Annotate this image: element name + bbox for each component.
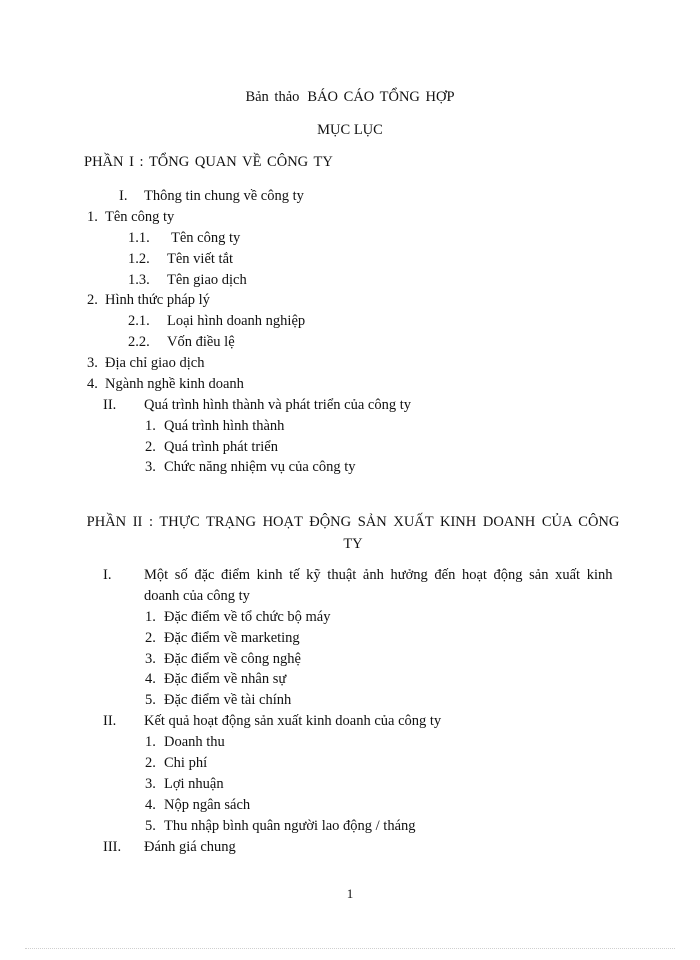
toc-item-label-continued: doanh của công ty bbox=[144, 588, 250, 604]
toc-item-num: II. bbox=[103, 397, 117, 413]
toc-item-label: Thu nhập bình quân người lao động / tháng bbox=[164, 818, 416, 834]
toc-item-label: Chức năng nhiệm vụ của công ty bbox=[164, 459, 356, 475]
toc-item-label: Nộp ngân sách bbox=[164, 797, 251, 813]
toc-item-label: Đánh giá chung bbox=[144, 839, 236, 855]
page-bottom-divider bbox=[25, 948, 675, 949]
toc-item-label: Thông tin chung về công ty bbox=[144, 188, 304, 204]
toc-item-num: 4. bbox=[145, 671, 156, 687]
toc-item-num: 2. bbox=[145, 630, 156, 646]
toc-item-label: Đặc điểm về marketing bbox=[164, 630, 300, 646]
toc-item-label: Đặc điểm về tài chính bbox=[164, 692, 292, 708]
toc-item-label: Tên công ty bbox=[171, 230, 241, 246]
toc-item-num: 3. bbox=[145, 776, 156, 792]
toc-item-label: Quá trình hình thành bbox=[164, 418, 285, 434]
toc-item-num: III. bbox=[103, 839, 122, 855]
toc-item-num: 1. bbox=[87, 209, 98, 225]
toc-item-num: 2. bbox=[145, 755, 156, 771]
toc-heading: MỤC LỤC bbox=[317, 122, 383, 138]
toc-item-num: 1. bbox=[145, 734, 156, 750]
toc-item-num: 5. bbox=[145, 692, 156, 708]
toc-item-num: 5. bbox=[145, 818, 156, 834]
toc-item-num: 2. bbox=[87, 292, 98, 308]
toc-item-label: Ngành nghề kinh doanh bbox=[105, 376, 244, 392]
toc-item-label: Quá trình hình thành và phát triển của công ty bbox=[144, 397, 411, 413]
toc-item-label: Đặc điểm về nhân sự bbox=[164, 671, 287, 687]
toc-item-label: Kết quả hoạt động sản xuất kinh doanh của công ty bbox=[144, 713, 442, 729]
toc-item-num: 3. bbox=[145, 459, 156, 475]
toc-item-num: 4. bbox=[145, 797, 156, 813]
toc-item-num: 2.2. bbox=[128, 334, 150, 350]
toc-item-label: Một số đặc điểm kinh tế kỹ thuật ảnh hưởng đến hoạt động sản xuất kinh bbox=[144, 567, 613, 583]
toc-item-label: Loại hình doanh nghiệp bbox=[167, 313, 306, 329]
toc-item-num: 3. bbox=[87, 355, 98, 371]
toc-item-num: II. bbox=[103, 713, 117, 729]
toc-item-num: 3. bbox=[145, 651, 156, 667]
part2-heading: PHẦN II : THỰC TRẠNG HOẠT ĐỘNG SẢN XUẤT KINH DOANH CỦA CÔNG TY bbox=[86, 514, 620, 552]
toc-item-label: Vốn điều lệ bbox=[167, 334, 235, 350]
part1-heading: PHẦN I : TỔNG QUAN VỀ CÔNG TY bbox=[84, 154, 333, 170]
document-title bbox=[0, 88, 700, 106]
toc-item-num: 1.1. bbox=[128, 230, 150, 246]
toc-item-label: Tên giao dịch bbox=[167, 272, 247, 288]
toc-item-num: 2.1. bbox=[128, 313, 150, 329]
toc-item-label: Tên công ty bbox=[105, 209, 175, 225]
toc-item-label: Địa chỉ giao dịch bbox=[105, 355, 205, 371]
toc-item-label: Chi phí bbox=[164, 755, 208, 771]
toc-item-num: I. bbox=[103, 567, 112, 583]
toc-item-num: 4. bbox=[87, 376, 98, 392]
toc-item-num: 1. bbox=[145, 418, 156, 434]
toc-item-label: Hình thức pháp lý bbox=[105, 292, 210, 308]
toc-item-label: Doanh thu bbox=[164, 734, 225, 750]
toc-item-label: Đặc điểm về tổ chức bộ máy bbox=[164, 609, 331, 625]
toc-item-label: Đặc điểm về công nghệ bbox=[164, 651, 301, 667]
toc-item-num: 1.3. bbox=[128, 272, 150, 288]
title-prefix: Bản thảo bbox=[245, 89, 300, 105]
title-main: BÁO CÁO TỔNG HỢP bbox=[307, 89, 455, 105]
toc-item-label: Lợi nhuận bbox=[164, 776, 224, 792]
page-number: 1 bbox=[346, 886, 354, 901]
toc-item-num: 1.2. bbox=[128, 251, 150, 267]
toc-item-label: Tên viết tắt bbox=[167, 251, 234, 267]
toc-item-label: Quá trình phát triển bbox=[164, 439, 278, 455]
toc-item-num: I. bbox=[119, 188, 128, 204]
toc-item-num: 2. bbox=[145, 439, 156, 455]
toc-item-num: 1. bbox=[145, 609, 156, 625]
